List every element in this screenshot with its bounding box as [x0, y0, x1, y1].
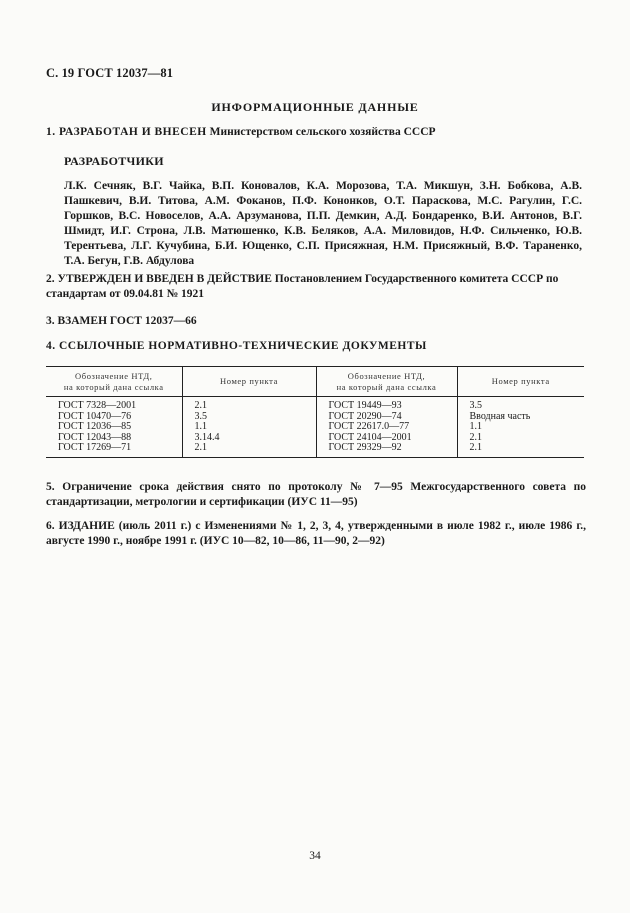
table-header-row: [46, 367, 584, 397]
table-cell: ГОСТ 29329—92: [316, 443, 457, 457]
table-cell: ГОСТ 20290—74: [316, 412, 457, 423]
section-1: [46, 125, 586, 140]
table-cell: 3.5: [469, 400, 482, 411]
page-header: С. 19 ГОСТ 12037—81: [46, 66, 174, 80]
table-cell: ГОСТ 24104—2001: [316, 433, 457, 444]
table-cell: ГОСТ 7328—2001: [46, 397, 182, 412]
table-cell: ГОСТ 10470—76: [46, 412, 182, 423]
section-4-heading: 4. ССЫЛОЧНЫЕ НОРМАТИВНО-ТЕХНИЧЕСКИЕ ДОКУМЕНТЫ: [46, 340, 427, 352]
section-6: [46, 519, 586, 549]
table-cell: Вводная часть: [469, 410, 531, 422]
developers-list: Л.К. Сечняк, В.Г. Чайка, В.П. Коновалов, К.А. Морозова, Т.А. Микшун, З.Н. Бобкова, А.В. Пашкевич, В.И. Титова, А.М. Фоканов, П.Ф. Кононков, О.Т. Параскова, М.С. Рагулин, Г.С. Горшков, В.С. Новоселов, А.А. Арзуманова, П.П. Демкин, А.Д. Бондаренко, В.И. Антонов, В.Г. Шмидт, И.Г. Строна, Л.В. Матюшенко, К.В. Беляков, А.А. Миловидов, Н.Ф. Сильченко, Ю.В. Терентьева, Л.Г. Кучубина, Б.И. Ющенко, С.П. Присяжная, Н.М. Присяжный, В.Ф. Тараненко, Т.А. Бегун, Г.В. Абдулова: [64, 180, 582, 267]
table-cell: 1.1: [469, 421, 482, 432]
section-2: [46, 272, 586, 302]
table-cell: 3.14.4: [182, 433, 316, 444]
table-cell: ГОСТ 17269—71: [46, 443, 182, 457]
section-5: 5. Ограничение срока действия снято по протоколу № 7—95 Межгосударственного совета по стандартизации, метрологии и сертификации (ИУС 11—95): [46, 481, 586, 508]
reference-table: [46, 366, 584, 458]
section-6-text: (июль 2011 г.) с Изменениями № 1, 2, 3, 4, утвержденными в июле 1982 г., июле 1986 г., августе 1990 г., ноябре 1991 г. (ИУС 10—82, 10—86, 11—90, 2—92): [46, 520, 587, 547]
section-2-text: Постановлением Государственного комитета СССР по стандартам от 09.04.81 № 1921: [46, 273, 559, 300]
table-row: [46, 422, 584, 433]
table-cell: ГОСТ 22617.0—77: [316, 422, 457, 433]
section-1-text: Министерством сельского хозяйства СССР: [206, 126, 436, 138]
col-header-item: Номер пункта: [182, 367, 316, 397]
page-number: 34: [309, 850, 321, 862]
table-cell: 2.1: [469, 431, 482, 443]
page-title: ИНФОРМАЦИОННЫЕ ДАННЫЕ: [211, 100, 419, 114]
table-cell: ГОСТ 12036—85: [46, 422, 182, 433]
table-cell: 3.5: [182, 412, 316, 423]
developers-heading: РАЗРАБОТЧИКИ: [64, 154, 164, 168]
table-cell: 1.1: [182, 422, 316, 433]
table-row: [46, 443, 584, 457]
table-cell: ГОСТ 12043—88: [46, 433, 182, 444]
table-row: [46, 397, 584, 412]
table-cell: 2.1: [182, 397, 316, 412]
section-3: 3. ВЗАМЕН ГОСТ 12037—66: [46, 315, 197, 327]
section-6-label: 6. ИЗДАНИЕ: [46, 520, 115, 532]
section-1-label: 1. РАЗРАБОТАН И ВНЕСЕН: [46, 126, 207, 138]
table-cell: 2.1: [182, 443, 316, 457]
table-cell: 2.1: [457, 443, 584, 457]
table-cell: ГОСТ 19449—93: [316, 397, 457, 412]
col-header-designation: Обозначение НТД, на который дана ссылка: [46, 367, 182, 397]
col-header-item-2: Номер пункта: [457, 367, 584, 397]
col-header-designation-2: Обозначение НТД, на который дана ссылка: [316, 367, 457, 397]
section-2-label: 2. УТВЕРЖДЕН И ВВЕДЕН В ДЕЙСТВИЕ: [46, 273, 272, 285]
